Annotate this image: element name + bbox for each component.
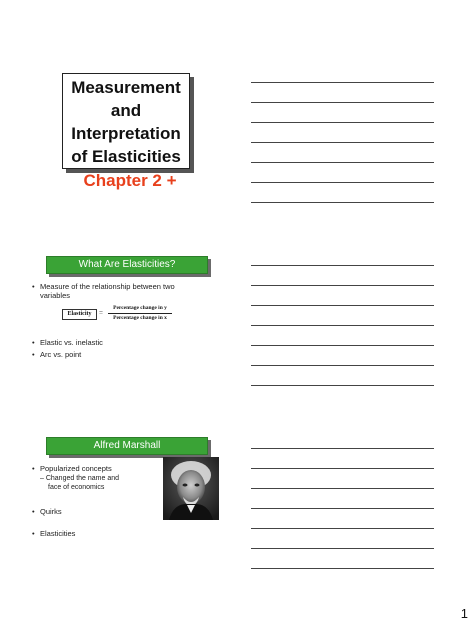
note-line [251, 468, 434, 469]
bullet-dot: • [32, 350, 35, 359]
slide3-header: Alfred Marshall [46, 437, 208, 455]
slide2-bullet-3 [32, 350, 212, 359]
note-line [251, 325, 434, 326]
note-line [251, 345, 434, 346]
note-line [251, 102, 434, 103]
slide2-header: What Are Elasticities? [46, 256, 208, 274]
note-line [251, 285, 434, 286]
slide3-subbullet-1 [40, 475, 150, 492]
note-line [251, 82, 434, 83]
note-line [251, 448, 434, 449]
formula-denominator: Percentage change in x [113, 315, 167, 321]
title-line-1: Measurement [71, 78, 181, 97]
alfred-marshall-portrait [163, 457, 219, 520]
bullet-text: Quirks [40, 507, 62, 516]
bullet-text: Elastic vs. inelastic [40, 338, 103, 347]
note-line [251, 182, 434, 183]
note-line [251, 548, 434, 549]
title-line-2: and [110, 101, 142, 120]
slide2-bullet-1 [32, 282, 222, 300]
bullet-dot: • [32, 507, 35, 516]
formula-fraction-bar [108, 313, 172, 314]
slide3-bullet-3 [32, 529, 152, 538]
note-line [251, 385, 434, 386]
portrait-image [163, 457, 219, 520]
note-line [251, 488, 434, 489]
bullet-dot: • [32, 338, 35, 347]
note-line [251, 202, 434, 203]
slide3-bullet-1 [32, 464, 152, 473]
slide3-bullet-2 [32, 507, 152, 516]
note-line [251, 365, 434, 366]
title-line-4: of Elasticities [71, 147, 181, 166]
subbullet-text-cont: face of economics [48, 483, 105, 491]
note-line [251, 122, 434, 123]
bullet-text: Elasticities [40, 529, 76, 538]
chapter-subtitle: Chapter 2 + [83, 171, 177, 190]
bullet-dot: • [32, 282, 35, 291]
note-line [251, 265, 434, 266]
formula-lhs: Elasticity [62, 309, 97, 320]
note-line [251, 568, 434, 569]
bullet-text: Arc vs. point [40, 350, 82, 359]
slide-title-box [62, 73, 190, 169]
formula-equals: = [99, 309, 103, 317]
bullet-dot: • [32, 529, 35, 538]
page-number: 1 [460, 606, 468, 621]
note-line [251, 162, 434, 163]
note-line [251, 508, 434, 509]
bullet-dot: • [32, 464, 35, 473]
note-line [251, 528, 434, 529]
subbullet-text: – Changed the name and [40, 475, 120, 482]
note-line [251, 305, 434, 306]
note-line [251, 142, 434, 143]
bullet-text: Measure of the relationship between two [40, 282, 175, 291]
bullet-text-cont: variables [40, 291, 71, 300]
title-line-3: Interpretation [71, 124, 181, 143]
bullet-text: Popularized concepts [40, 464, 112, 473]
slide2-bullet-2 [32, 338, 212, 347]
formula-numerator: Percentage change in y [113, 305, 167, 311]
